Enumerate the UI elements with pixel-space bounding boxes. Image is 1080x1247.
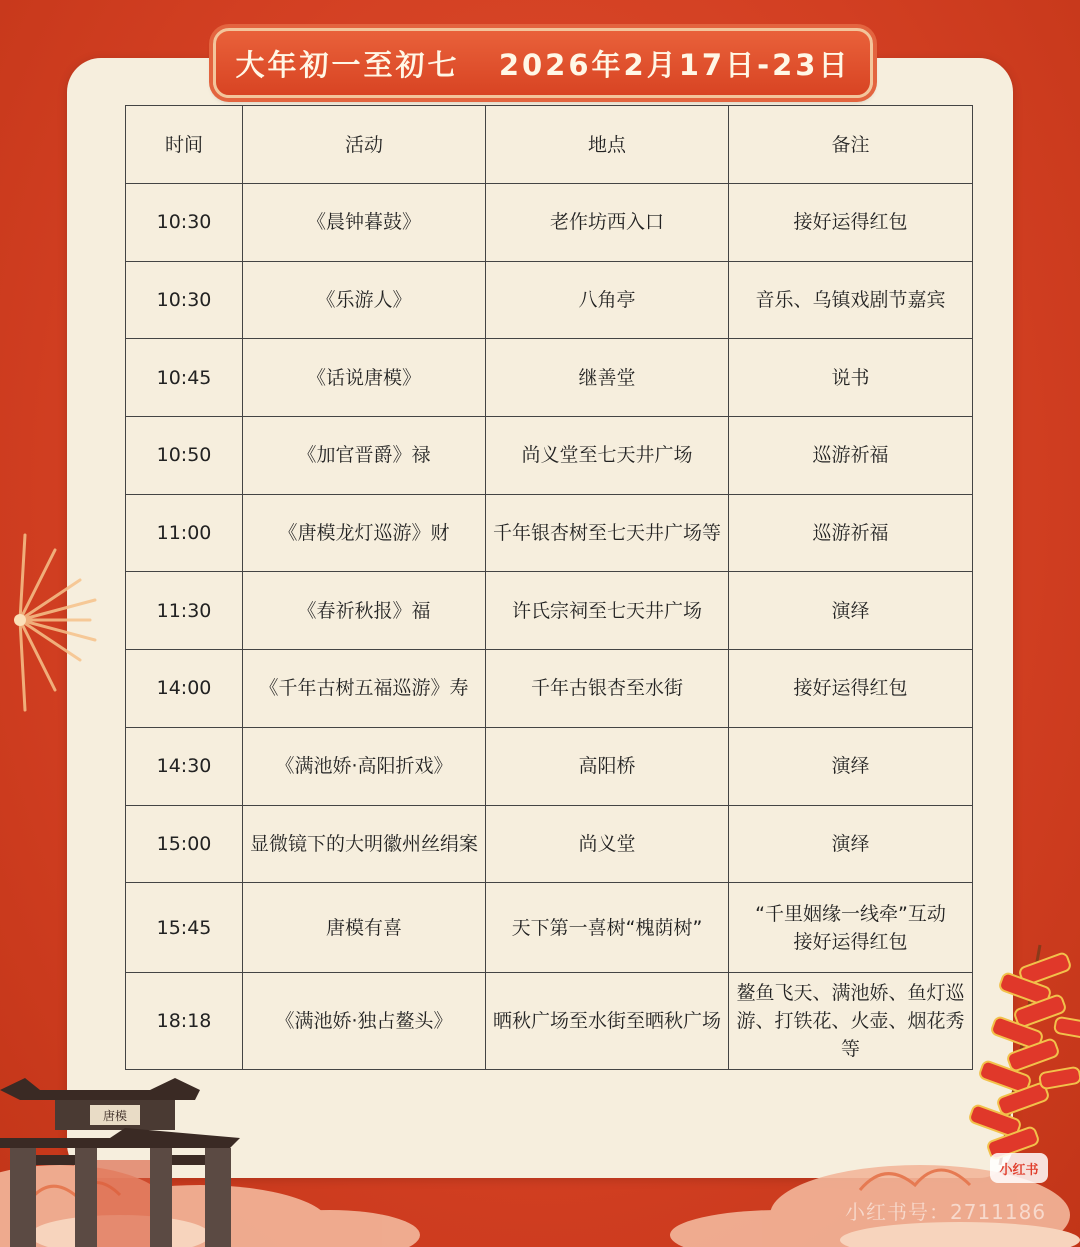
cell-time: 14:30: [126, 727, 243, 805]
table-row: [126, 417, 973, 495]
cell-time: 10:30: [126, 184, 243, 262]
cell-notes: 接好运得红包: [729, 650, 973, 728]
table-row: [126, 650, 973, 728]
cell-time: 15:45: [126, 883, 243, 973]
cell-activity: 《唐模龙灯巡游》财: [243, 494, 486, 572]
cell-time: 14:00: [126, 650, 243, 728]
cell-location: 尚义堂至七天井广场: [486, 417, 729, 495]
cell-location: 千年古银杏至水街: [486, 650, 729, 728]
header-activity: 活动: [243, 106, 486, 184]
table-row: [126, 339, 973, 417]
cell-activity: 《晨钟暮鼓》: [243, 184, 486, 262]
cell-location: 八角亭: [486, 261, 729, 339]
header-location: 地点: [486, 106, 729, 184]
table-row: [126, 494, 973, 572]
cell-notes: “千里姻缘一线牵”互动 接好运得红包: [729, 883, 973, 973]
cell-time: 10:45: [126, 339, 243, 417]
cell-location: 继善堂: [486, 339, 729, 417]
header-notes: 备注: [729, 106, 973, 184]
cell-notes: 演绎: [729, 727, 973, 805]
cell-notes: 演绎: [729, 572, 973, 650]
table-row: [126, 883, 973, 973]
cell-time: 15:00: [126, 805, 243, 883]
cell-activity: 《乐游人》: [243, 261, 486, 339]
cell-activity: 显微镜下的大明徽州丝绢案: [243, 805, 486, 883]
table-row: [126, 572, 973, 650]
header-time: 时间: [126, 106, 243, 184]
watermark-text: 小红书号：2711186: [845, 1200, 1047, 1224]
gate-illustration: [0, 1060, 250, 1247]
schedule-table: [125, 105, 973, 1070]
gate-plaque: 唐模: [102, 1109, 128, 1123]
cell-time: 11:00: [126, 494, 243, 572]
table-row: [126, 727, 973, 805]
cell-notes: 接好运得红包: [729, 184, 973, 262]
cell-location: 晒秋广场至水街至晒秋广场: [486, 973, 729, 1070]
cell-activity: 《千年古树五福巡游》寿: [243, 650, 486, 728]
cell-notes: 说书: [729, 339, 973, 417]
cell-activity: 《满池娇·高阳折戏》: [243, 727, 486, 805]
title-banner: [213, 28, 873, 98]
firework-decoration: [0, 520, 110, 720]
cell-activity: 《加官晋爵》禄: [243, 417, 486, 495]
cell-location: 天下第一喜树“槐荫树”: [486, 883, 729, 973]
xiaohongshu-logo: 小红书: [990, 1153, 1048, 1183]
cell-time: 10:30: [126, 261, 243, 339]
cell-location: 千年银杏树至七天井广场等: [486, 494, 729, 572]
cell-notes: 音乐、乌镇戏剧节嘉宾: [729, 261, 973, 339]
cell-notes: 巡游祈福: [729, 494, 973, 572]
cell-location: 尚义堂: [486, 805, 729, 883]
cell-time: 10:50: [126, 417, 243, 495]
cell-activity: 《满池娇·独占鳌头》: [243, 973, 486, 1070]
cell-time: 18:18: [126, 973, 243, 1070]
cell-time: 11:30: [126, 572, 243, 650]
cell-notes: 巡游祈福: [729, 417, 973, 495]
table-row: [126, 805, 973, 883]
banner-title: 大年初一至初七 2026年2月17日-23日: [235, 47, 851, 82]
cell-location: 许氏宗祠至七天井广场: [486, 572, 729, 650]
cell-location: 高阳桥: [486, 727, 729, 805]
cell-activity: 唐模有喜: [243, 883, 486, 973]
table-row: [126, 261, 973, 339]
cell-notes: 演绎: [729, 805, 973, 883]
cell-notes: 鳌鱼飞天、满池娇、鱼灯巡游、打铁花、火壶、烟花秀等: [729, 973, 973, 1070]
firecracker-decoration: [880, 940, 1080, 1170]
cell-activity: 《话说唐模》: [243, 339, 486, 417]
cell-activity: 《春祈秋报》福: [243, 572, 486, 650]
cell-location: 老作坊西入口: [486, 184, 729, 262]
table-row: [126, 184, 973, 262]
table-header-row: [126, 106, 973, 184]
